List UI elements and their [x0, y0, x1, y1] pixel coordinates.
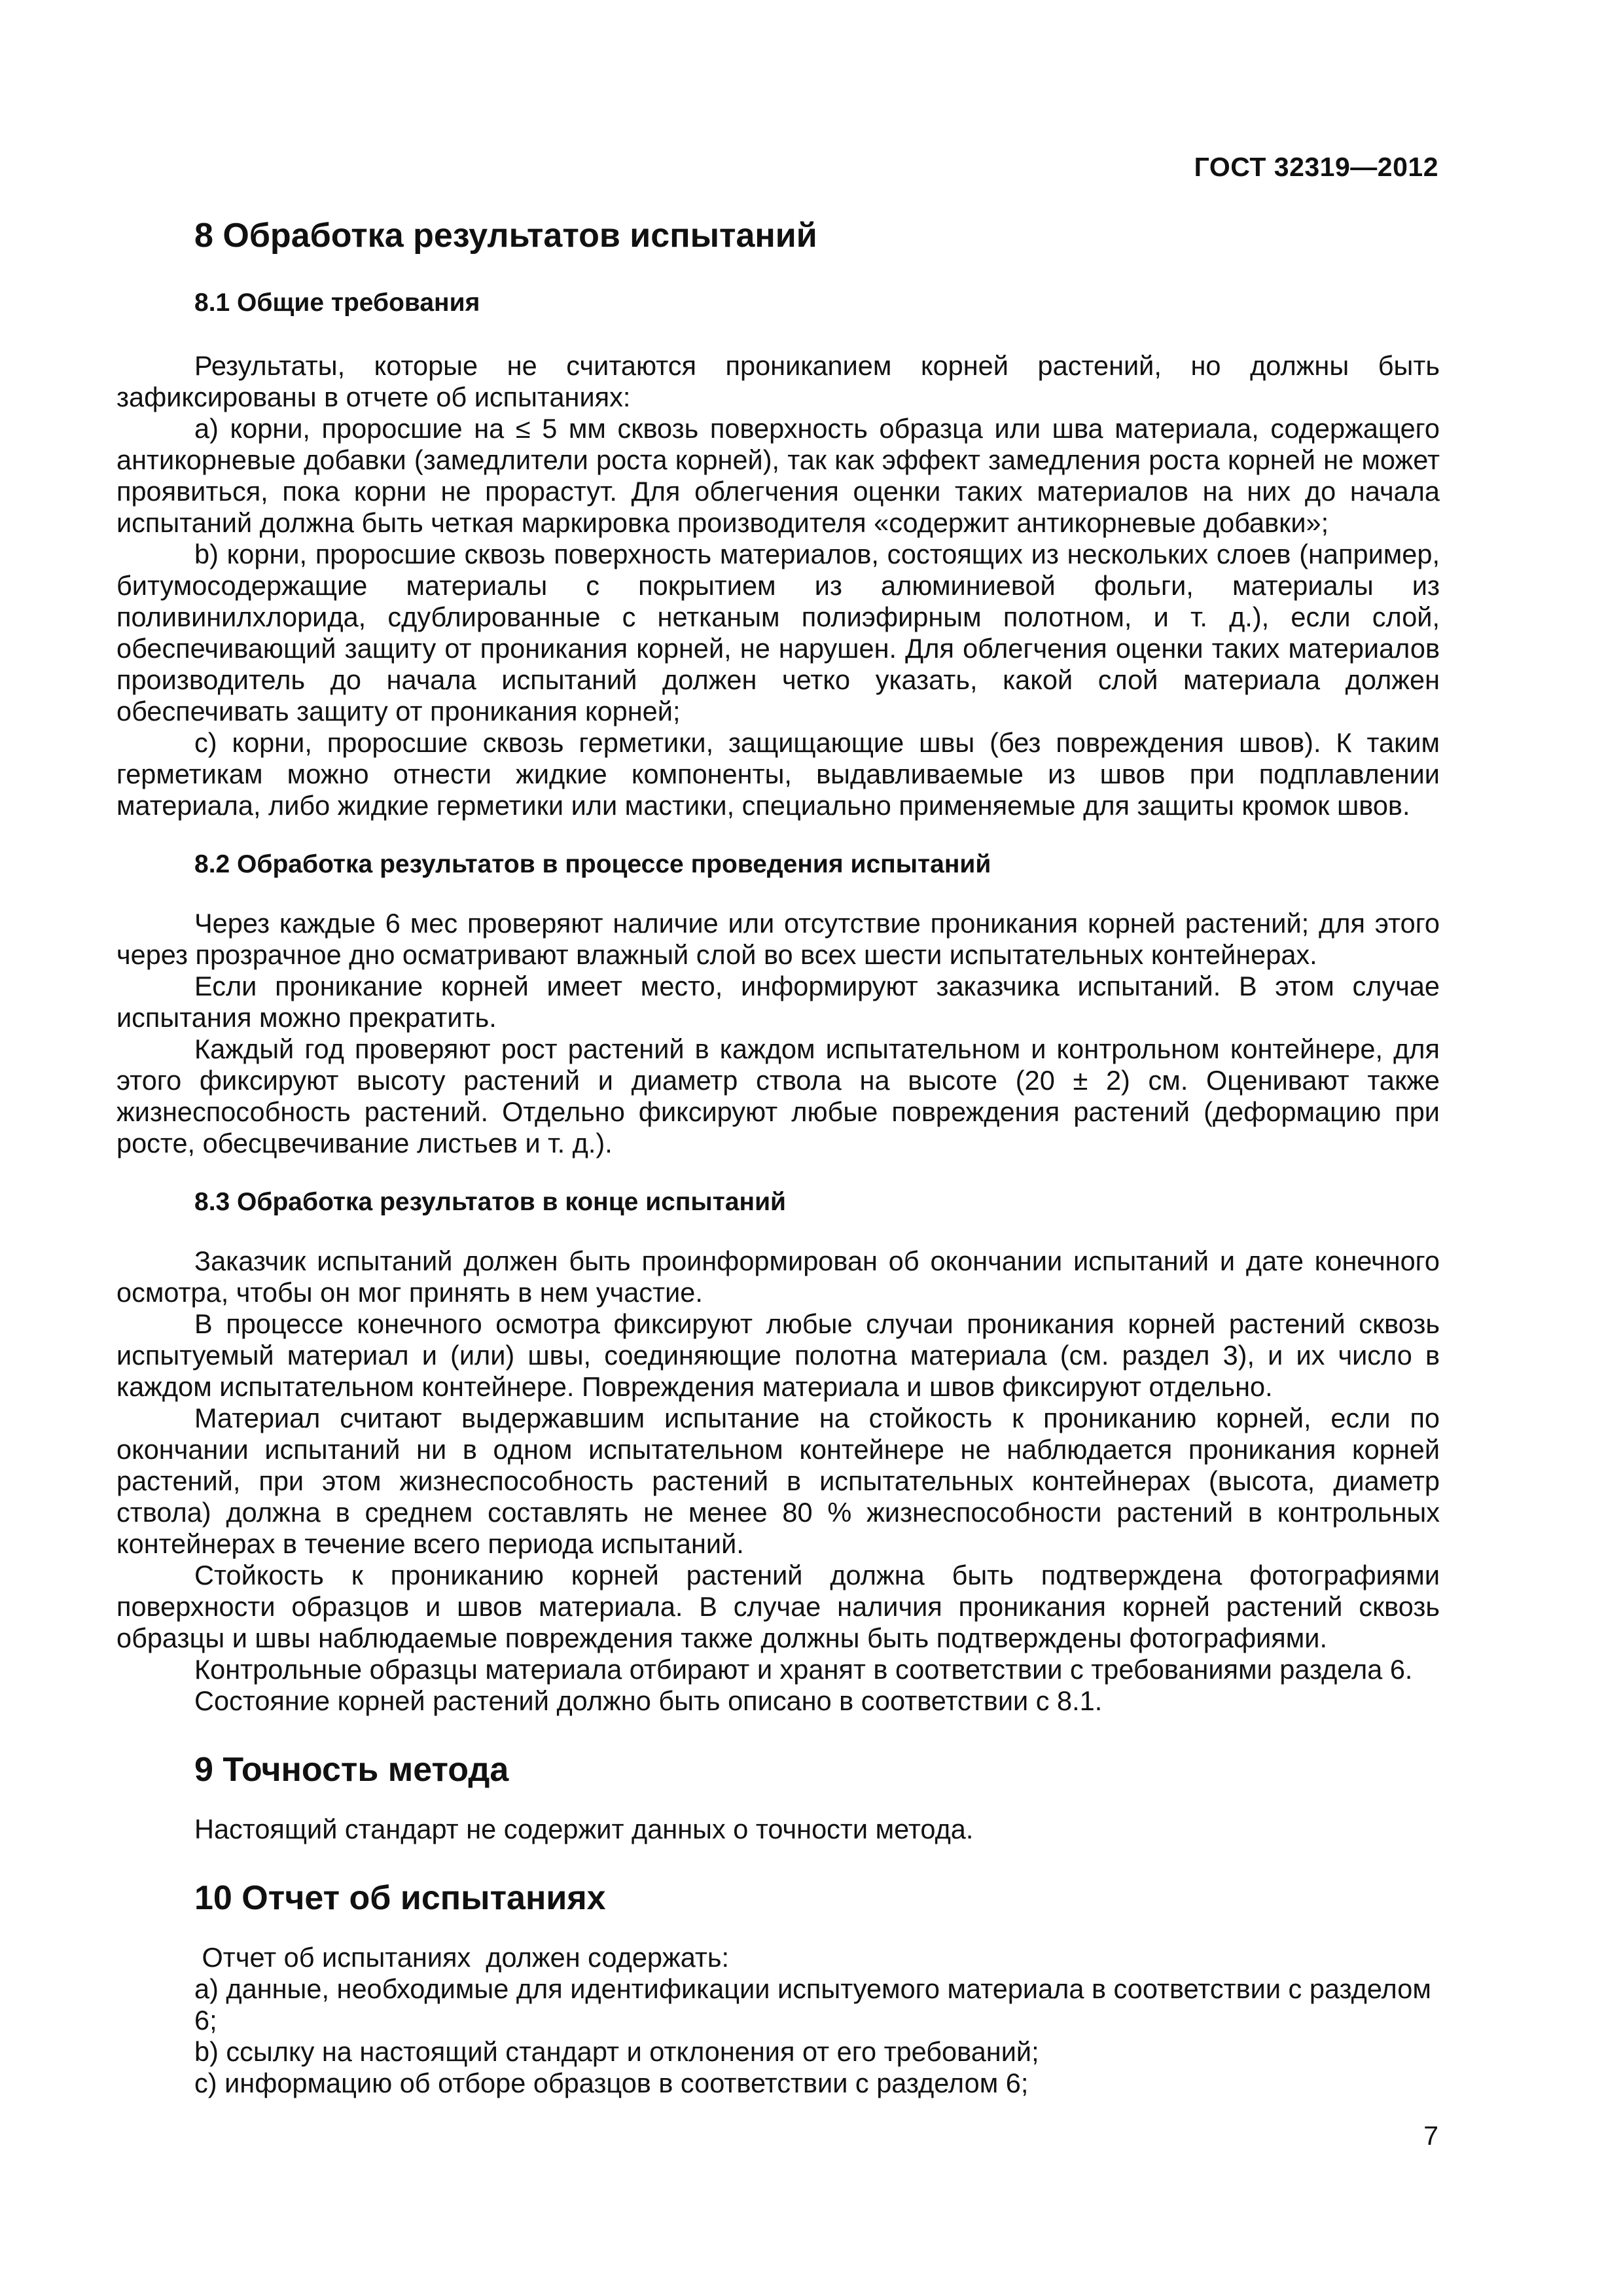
section-8-title: 8 Обработка результатов испытаний — [194, 217, 817, 255]
paragraph-8-3-3: Материал считают выдержавшим испытание на стойкость к прониканию корней, если по окончании испытаний ни в одном испытательном контейнере не наблюдается проникания корней растений, при этом жизнеспособность растений в испытательных контейнерах (высота, диаметр ствола) должна в среднем составлять не менее 80 % жизнеспособности растений в контрольных контейнерах в течение всего периода испытаний. — [116, 1403, 1440, 1559]
paragraph-8-3-5: Контрольные образцы материала отбирают и хранят в соответствии с требованиями раздела 6. — [194, 1654, 1413, 1685]
list-item: a) данные, необходимые для идентификации испытуемого материала в соответствии с разделом 6; — [194, 1973, 1431, 2036]
paragraph-10-intro: Отчет об испытаниях должен содержать: — [194, 1942, 730, 1973]
section-10-title: 10 Отчет об испытаниях — [194, 1879, 606, 1917]
subsection-8-1-title: 8.1 Общие требования — [194, 289, 480, 317]
paragraph-8-3-2: В процессе конечного осмотра фиксируют любые случаи проникания корней растений сквозь испытуемый материал и (или) швы, соединяющие полотна материала (см. раздел 3), и их число в каждом испытательном контейнере. Повреждения материала и швов фиксируют отдельно. — [116, 1308, 1440, 1402]
document-id-header: ГОСТ 32319—2012 — [1194, 152, 1438, 182]
paragraph-9-1: Настоящий стандарт не содержит данных о точности метода. — [194, 1814, 974, 1844]
subsection-8-3-title: 8.3 Обработка результатов в конце испытаний — [194, 1188, 787, 1216]
paragraph-8-2-3: Каждый год проверяют рост растений в каждом испытательном и контрольном контейнере, для этого фиксируют высоту растений и диаметр ствола на высоте (20 ± 2) см. Оценивают также жизнеспособность растений. Отдельно фиксируют любые повреждения растений (деформацию при росте, обесцвечивание листьев и т. д.). — [116, 1033, 1440, 1158]
paragraph-8-3-6: Состояние корней растений должно быть описано в соответствии с 8.1. — [194, 1685, 1103, 1716]
paragraph-8-2-1: Через каждые 6 мес проверяют наличие или отсутствие проникания корней растений; для этого через прозрачное дно осматривают влажный слой во всех шести испытательных контейнерах. — [116, 908, 1440, 970]
paragraph-8-3-1: Заказчик испытаний должен быть проинформирован об окончании испытаний и дате конечного осмотра, чтобы он мог принять в нем участие. — [116, 1246, 1440, 1308]
list-item: c) информацию об отборе образцов в соответствии с разделом 6; — [194, 2068, 1029, 2098]
paragraph-8-1-b: b) корни, проросшие сквозь поверхность материалов, состоящих из нескольких слоев (например, битумосодержащие материалы с покрытием из алюминиевой фольги, материалы из поливинилхлорида, сдублированные с нетканым полиэфирным полотном, и т. д.), если слой, обеспечивающий защиту от проникания корней, не нарушен. Для облегчения оценки таких материалов производитель до начала испытаний должен четко указать, какой слой материала должен обеспечивать защиту от проникания корней; — [116, 539, 1440, 726]
paragraph-8-1-intro: Результаты, которые не считаются проникanием корней растений, но должны быть зафиксированы в отчете об испытаниях: — [116, 350, 1440, 412]
paragraph-8-1-c: c) корни, проросшие сквозь герметики, защищающие швы (без повреждения швов). К таким герметикам можно отнести жидкие компоненты, выдавливаемые из швов при подплавлении материала, либо жидкие герметики или мастики, специально применяемые для защиты кромок швов. — [116, 727, 1440, 821]
report-contents-list — [194, 1973, 1440, 2099]
section-9-title: 9 Точность метода — [194, 1751, 509, 1789]
subsection-8-2-title: 8.2 Обработка результатов в процессе проведения испытаний — [194, 850, 991, 878]
list-item: b) ссылку на настоящий стандарт и отклонения от его требований; — [194, 2036, 1039, 2067]
paragraph-8-3-4: Стойкость к прониканию корней растений должна быть подтверждена фотографиями поверхности образцов и швов материала. В случае наличия проникания корней растений сквозь образцы и швы наблюдаемые повреждения также должны быть подтверждены фотографиями. — [116, 1560, 1440, 1653]
paragraph-8-2-2: Если проникание корней имеет место, информируют заказчика испытаний. В этом случае испытания можно прекратить. — [116, 971, 1440, 1033]
page-number: 7 — [1423, 2121, 1438, 2151]
paragraph-8-1-a: a) корни, проросшие на ≤ 5 мм сквозь поверхность образца или шва материала, содержащего антикорневые добавки (замедлители роста корней), так как эффект замедления роста корней не может проявиться, пока корни не прорастут. Для облегчения оценки таких материалов на них до начала испытаний должна быть четкая маркировка производителя «содержит антикорневые добавки»; — [116, 413, 1440, 538]
page-content — [116, 213, 1440, 2099]
